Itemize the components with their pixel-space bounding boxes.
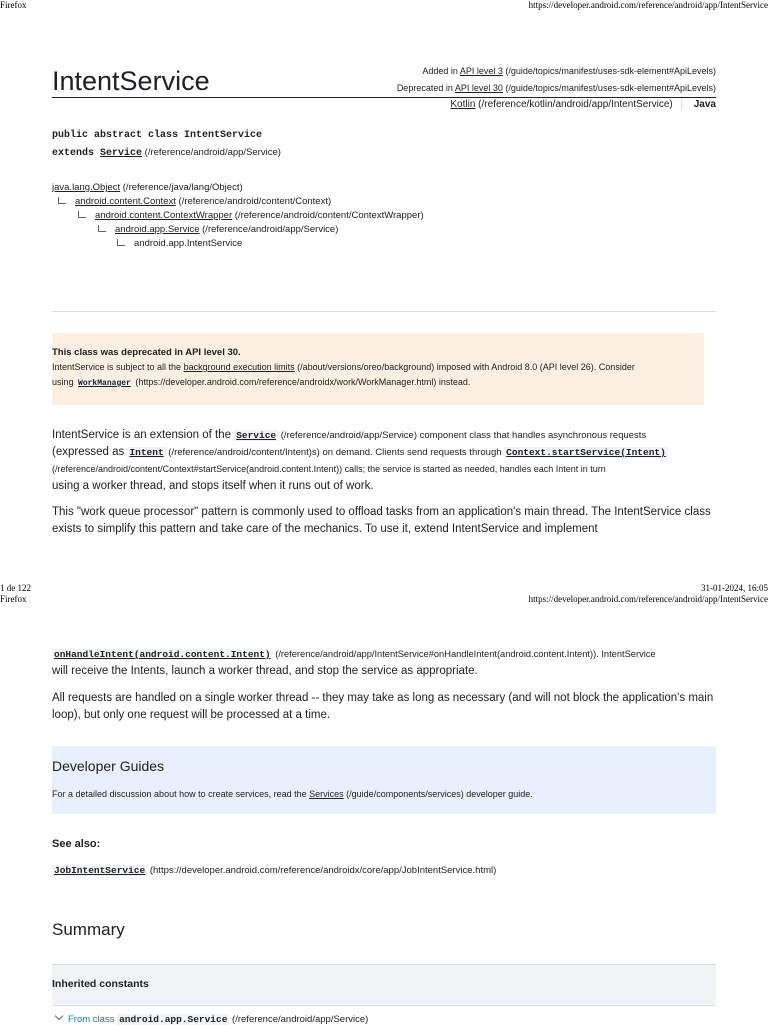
- deprecated-in-line: Deprecated in API level 30 (/guide/topics/manifest/uses-sdk-element#ApiLevels): [396, 83, 716, 93]
- extends-keyword: extends: [52, 148, 101, 159]
- handleintent-paragraph: onHandleIntent(android.content.Intent) (/reference/android/app/IntentService#onHandleIntent(android.content.Intent)). IntentService will receive the Intents, launch a worker thread, and stop the service as appropriate.: [52, 649, 656, 677]
- deprecation-heading: This class was deprecated in API level 30.: [52, 347, 241, 358]
- service-code-link[interactable]: Service: [236, 430, 277, 441]
- see-also-heading: See also:: [52, 838, 101, 850]
- language-switcher: Kotlin (/reference/kotlin/android/app/IntentService) Java: [450, 99, 716, 110]
- summary-heading: Summary: [52, 920, 125, 939]
- inherited-constants-label: Inherited constants: [52, 978, 149, 990]
- deprecation-line-2: using WorkManager (https://developer.android.com/reference/androidx/work/WorkManager.html) instead.: [52, 377, 471, 388]
- hierarchy-item: android.content.Context (/reference/android/content/Context): [52, 195, 424, 209]
- added-in-line: Added in API level 3 (/guide/topics/manifest/uses-sdk-element#ApiLevels): [422, 66, 716, 76]
- hierarchy-item: java.lang.Object (/reference/java/lang/Object): [52, 182, 243, 193]
- from-class-label[interactable]: From class: [68, 1014, 118, 1025]
- hierarchy-link-object[interactable]: java.lang.Object: [52, 182, 121, 193]
- hierarchy-arrow-icon: [98, 225, 106, 232]
- print-header-url: https://developer.android.com/reference/android/app/IntentService: [528, 0, 768, 10]
- java-tab[interactable]: Java: [681, 99, 716, 110]
- startservice-code-link[interactable]: Context.startService(Intent): [506, 447, 666, 458]
- developer-guides-box: [52, 746, 716, 814]
- service-link[interactable]: Service: [100, 148, 143, 159]
- hierarchy-link-contextwrapper[interactable]: android.content.ContextWrapper: [95, 210, 233, 221]
- page-title: IntentService: [52, 66, 210, 96]
- print-header-browser: Firefox: [0, 0, 27, 10]
- class-declaration: public abstract class IntentService: [52, 130, 263, 141]
- developer-guides-heading: Developer Guides: [52, 758, 165, 774]
- pattern-paragraph: This "work queue processor" pattern is commonly used to offload tasks from an application's main thread. The IntentService class exists to simplify this pattern and take care of the mechanics. To use it, extend IntentService and implement: [52, 506, 711, 535]
- from-class-code[interactable]: android.app.Service: [119, 1014, 228, 1025]
- class-hierarchy: [52, 181, 424, 251]
- background-limits-link[interactable]: background execution limits: [183, 362, 295, 372]
- print-footer-page: 1 de 122: [0, 583, 31, 593]
- inherited-constants-header: [52, 964, 716, 1006]
- jobintentservice-link[interactable]: JobIntentService: [54, 865, 146, 876]
- chevron-down-icon[interactable]: [55, 1012, 63, 1020]
- intro-paragraph: IntentService is an extension of the Service (/reference/android/app/Service) component class that handles asynchronous requests (expressed as Intent (/reference/android/content/Intent)s) on demand. Clients send requests through Context.startService(Intent) (/reference/android/content/Context#startService(android.content.Intent)) calls; the service is started as needed, handles each Intent in turn using a worker thread, and stops itself when it runs out of work.: [52, 429, 666, 492]
- hierarchy-current-class: android.app.IntentService: [134, 238, 243, 249]
- deprecation-notice: [52, 333, 704, 405]
- kotlin-link[interactable]: Kotlin: [450, 99, 476, 110]
- deprecated-api-level-link[interactable]: API level 30: [454, 83, 503, 93]
- from-class-row[interactable]: From class android.app.Service (/reference/android/app/Service): [52, 1013, 368, 1025]
- class-signature: public abstract class IntentService extends Service (/reference/android/app/Service): [52, 127, 281, 162]
- hierarchy-item: android.content.ContextWrapper (/reference/android/content/ContextWrapper): [52, 209, 424, 223]
- hierarchy-item: [52, 237, 424, 251]
- deprecation-line-1: IntentService is subject to all the background execution limits (/about/versions/oreo/background) imposed with Android 8.0 (API level 26). Consider: [52, 362, 635, 372]
- requests-paragraph: All requests are handled on a single worker thread -- they may take as long as necessary (and will not block the application's main loop), but only one request will be processed at a time.: [52, 692, 714, 721]
- section-divider: [52, 311, 716, 312]
- hierarchy-item: android.app.Service (/reference/android/app/Service): [52, 223, 424, 237]
- print-header-browser-2: Firefox: [0, 594, 27, 604]
- developer-guides-text: For a detailed discussion about how to create services, read the Services (/guide/components/services) developer guide.: [52, 789, 533, 799]
- hierarchy-link-service[interactable]: android.app.Service: [115, 224, 200, 235]
- workmanager-link[interactable]: WorkManager: [78, 379, 131, 388]
- onhandleintent-code-link[interactable]: onHandleIntent(android.content.Intent): [54, 649, 271, 660]
- hierarchy-arrow-icon: [58, 197, 66, 204]
- hierarchy-arrow-icon: [117, 239, 125, 246]
- hierarchy-link-context[interactable]: android.content.Context: [75, 196, 176, 207]
- services-guide-link[interactable]: Services: [309, 789, 344, 799]
- hierarchy-arrow-icon: [78, 211, 86, 218]
- intent-code-link[interactable]: Intent: [129, 447, 164, 458]
- added-api-level-link[interactable]: API level 3: [459, 66, 503, 76]
- print-footer-datetime: 31-01-2024, 16:05: [701, 583, 768, 593]
- print-header-url-2: https://developer.android.com/reference/android/app/IntentService: [528, 594, 768, 604]
- see-also-item: JobIntentService (https://developer.android.com/reference/androidx/core/app/JobIntentService.html): [54, 865, 497, 876]
